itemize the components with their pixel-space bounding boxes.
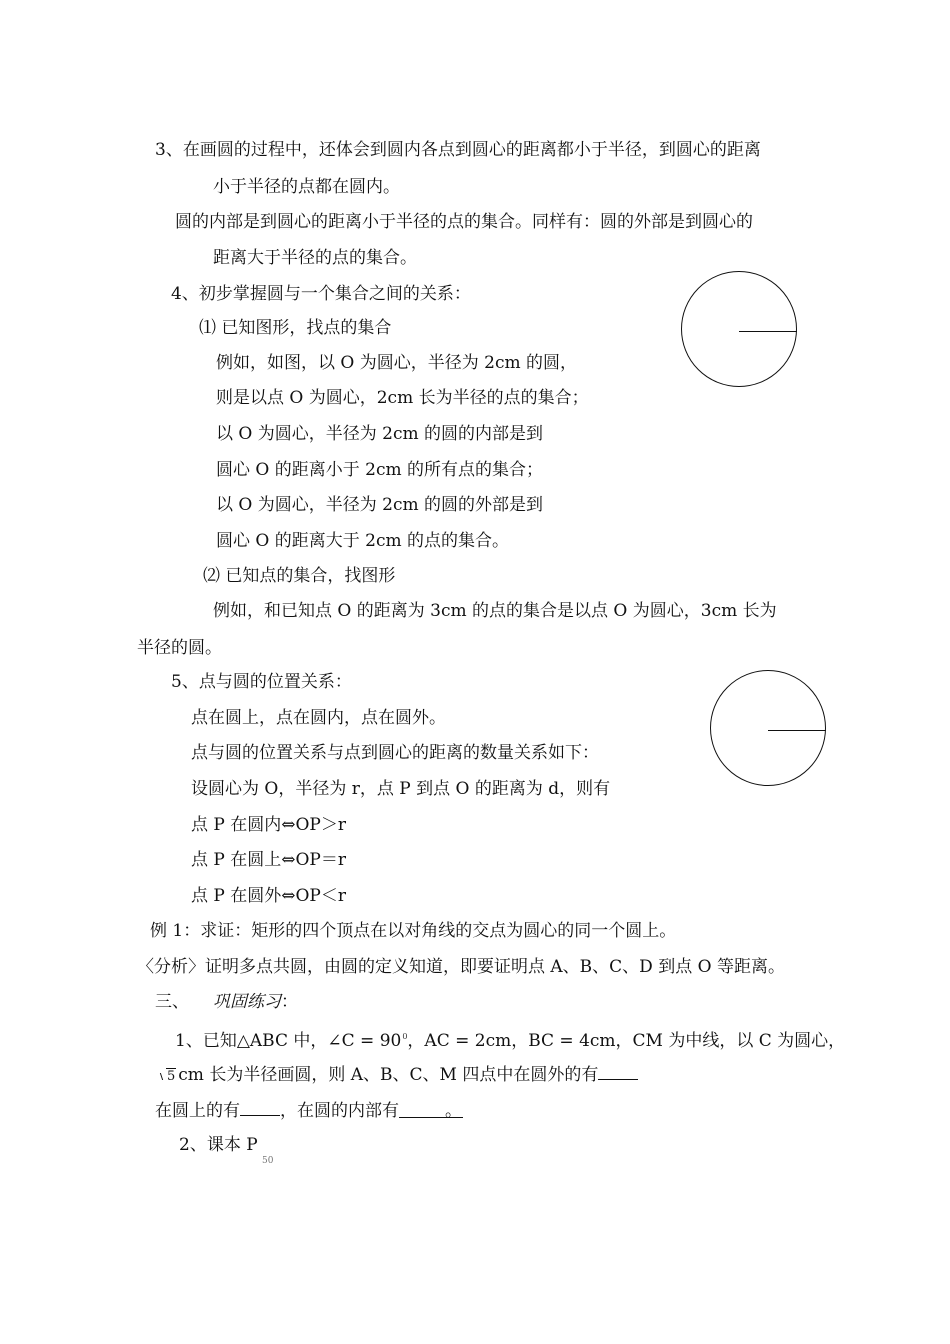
text-line-10: 圆心 O 的距离小于 2cm 的所有点的集合； [216,460,544,480]
sqrt-symbol [157,1065,176,1089]
exercise-1-line-1 [175,1025,845,1053]
exercise-1-line-2 [157,1061,638,1089]
circle-figure-2 [710,670,826,786]
example-1: 例 1：求证：矩形的四个顶点在以对角线的交点为圆心的同一个圆上。 [150,921,677,941]
section-3-title: 巩固练习 [213,992,281,1012]
text-line-4: 距离大于半径的点的集合。 [213,248,417,268]
circle-figure-1-radius [739,331,797,332]
exercise-1-period: 。 [445,1101,462,1121]
exercise-1-text-c: cm 长为半径画圆，则 A、B、C、M 四点中在圆外的有 [178,1065,599,1085]
text-line-1: 3、在画圆的过程中，还体会到圆内各点到圆心的距离都小于半径，到圆心的距离 [155,140,761,160]
circle-figure-1 [681,271,797,387]
text-line-3: 圆的内部是到圆心的距离小于半径的点的集合。同样有：圆的外部是到圆心的 [175,212,753,232]
text-line-18: 点与圆的位置关系与点到圆心的距离的数量关系如下： [191,743,599,763]
text-line-12: 圆心 O 的距离大于 2cm 的点的集合。 [216,531,510,551]
text-line-7: 例如，如图，以 O 为圆心，半径为 2cm 的圆， [216,353,578,373]
section-4-heading: 4、初步掌握圆与一个集合之间的关系： [171,284,471,304]
subsection-2-heading: ⑵ 已知点的集合，找图形 [203,566,396,586]
section-3-colon: ： [281,992,298,1012]
text-line-19: 设圆心为 O，半径为 r，点 P 到点 O 的距离为 d，则有 [191,779,611,799]
text-line-14: 例如，和已知点 O 的距离为 3cm 的点的集合是以点 O 为圆心，3cm 长为 [213,601,777,621]
text-line-11: 以 O 为圆心，半径为 2cm 的圆的外部是到 [216,495,544,515]
exercise-1-line-3 [155,1097,463,1123]
answer-blank-on[interactable] [240,1097,280,1116]
exercise-2: 2、课本 P [179,1135,258,1155]
subsection-1-heading: ⑴ 已知图形，找点的集合 [199,318,392,338]
exercise-1-text-b: ，AC = 2cm，BC = 4cm，CM 为中线，以 C 为圆心， [407,1031,846,1051]
text-line-15: 半径的圆。 [137,638,222,658]
exercise-1-text-e: ，在圆的内部有 [280,1101,399,1121]
relation-outside: 点 P 在圆外⇔OP＜r [191,886,346,906]
relation-inside: 点 P 在圆内⇔OP＞r [191,815,346,835]
text-line-8: 则是以点 O 为圆心，2cm 长为半径的点的集合； [216,388,589,408]
section-3-heading [155,990,298,1014]
answer-blank-outside[interactable] [598,1061,638,1080]
section-3-number: 三、 [155,992,189,1012]
text-line-9: 以 O 为圆心，半径为 2cm 的圆的内部是到 [216,424,544,444]
answer-blank-inside[interactable] [399,1099,463,1121]
circle-figure-2-radius [768,730,826,731]
sqrt-value: 5 [167,1069,176,1084]
relation-on: 点 P 在圆上⇔OP＝r [191,850,346,870]
analysis: 〈分析〉证明多点共圆，由圆的定义知道，即要证明点 A、B、C、D 到点 O 等距离。 [137,957,785,977]
exercise-1-text-d: 在圆上的有 [155,1101,240,1121]
page-subscript: 50 [262,1156,274,1166]
exercise-1-text-a: 1、已知△ABC 中，∠C = 90 [175,1031,402,1051]
text-line-2: 小于半径的点都在圆内。 [213,177,400,197]
text-line-17: 点在圆上，点在圆内，点在圆外。 [191,708,446,728]
degree-superscript: 0 [402,1032,408,1041]
section-5-heading: 5、点与圆的位置关系： [171,672,352,692]
